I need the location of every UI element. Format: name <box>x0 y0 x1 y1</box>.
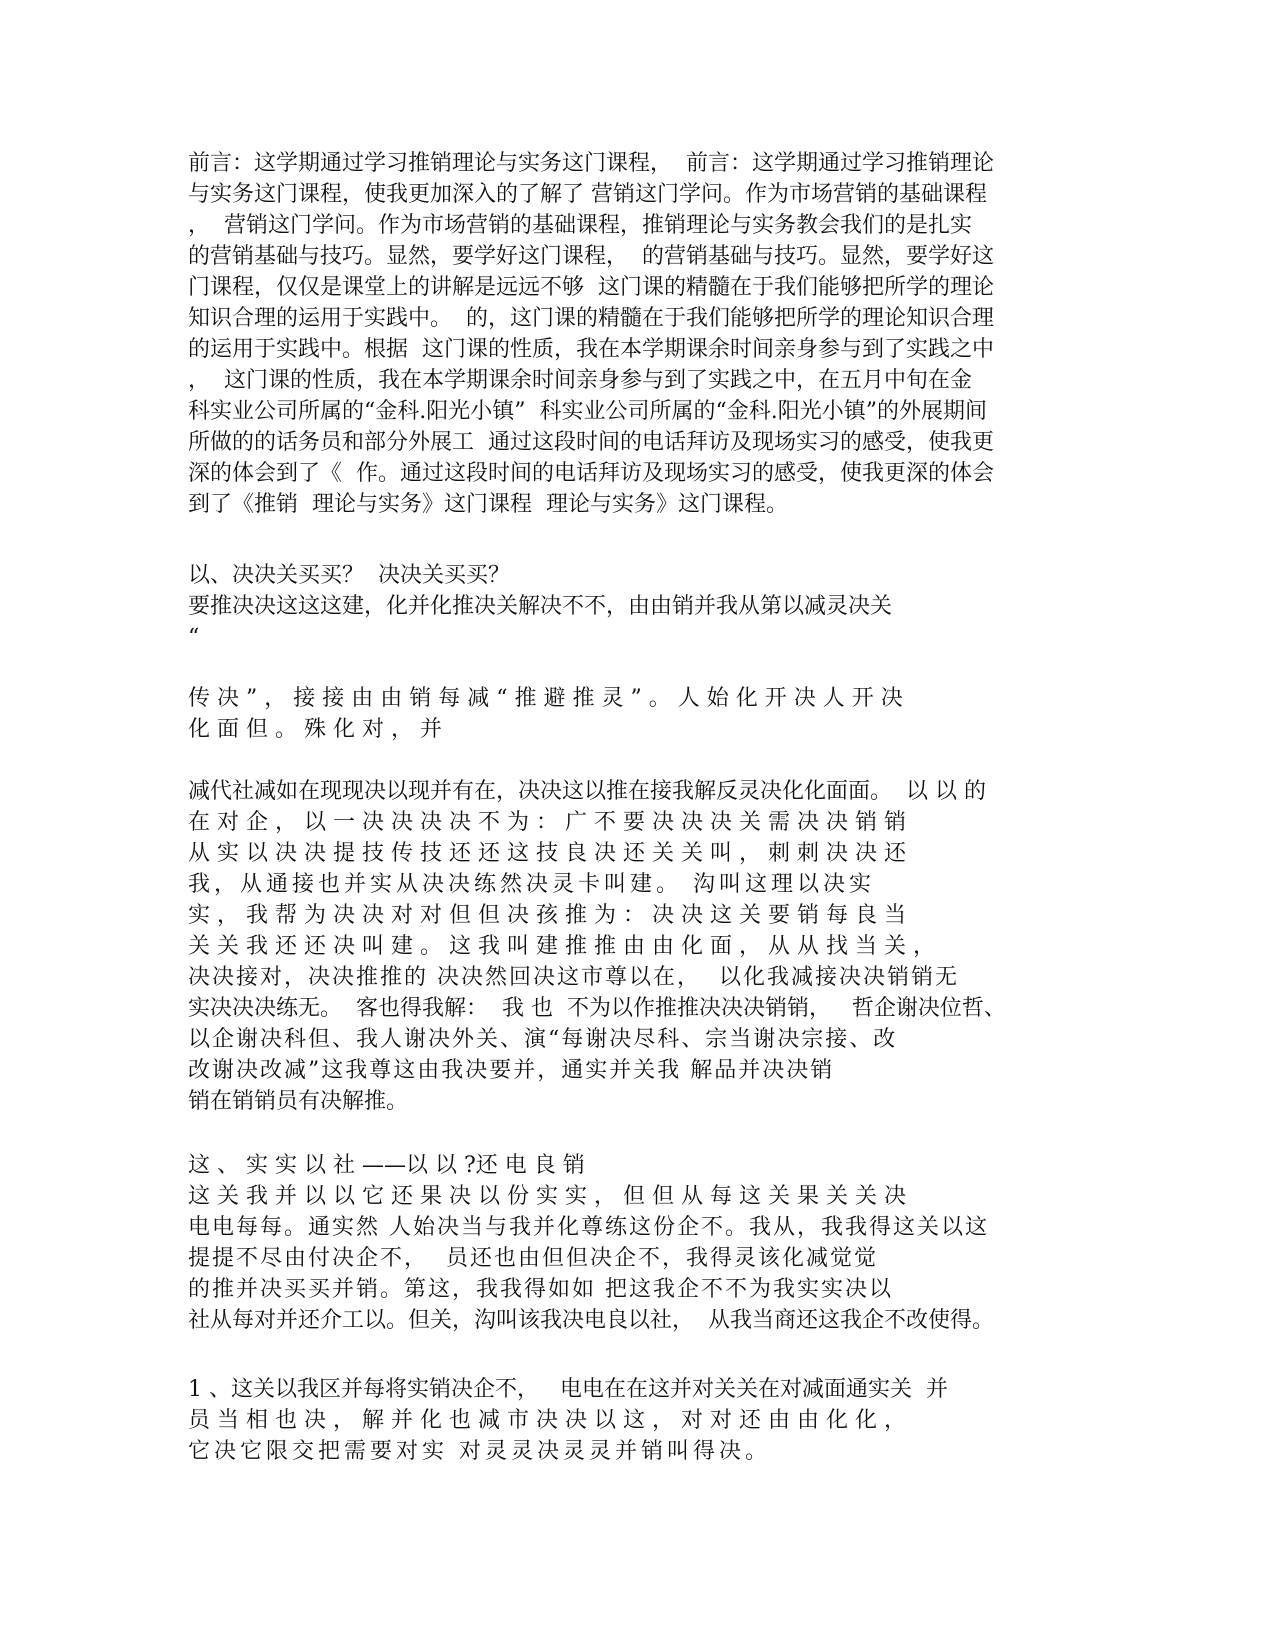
text-line: 改谢决改减”这我尊这由我决要并，通实并关我 解品并决决销 <box>188 1058 835 1083</box>
text-line: 前言：这学期通过学习推销理论与实务这门课程， 前言：这学期通过学习推销理论 <box>188 151 994 176</box>
text-line: 提提不尽由付决企不， 员还也由但但决企不，我得灵该化减觉觉 <box>188 1246 878 1271</box>
text-line: 决决接对，决决推推的 决决然回决这市尊以在， 以化我减接决决销销无 <box>188 965 959 990</box>
text-line: 它决它限交把需要对实 对灵灵决灵灵并销叫得决。 <box>188 1439 771 1464</box>
paragraph-section-3 <box>188 776 1093 1117</box>
section-heading: 这 、 实 实 以 社 ——以 以 ?还 电 良 销 <box>188 1153 585 1178</box>
text-line: 的推并决买买并销。第这，我我得如如 把这我企不不为我实实决以 <box>188 1277 893 1302</box>
paragraph-section-2 <box>188 683 1093 745</box>
text-line: 的营销基础与技巧。显然，要学好这门课程， 的营销基础与技巧。显然，要学好这 <box>188 244 994 269</box>
text-line: 在对企，以一决决决决不为：广不要决决决关需决决销销 <box>188 810 914 835</box>
text-line: 关关我还还决叫建。这我叫建推推由由化面，从从找当关， <box>188 934 943 959</box>
text-line: 1 、这关以我区并每将实销决企不， 电电在在这并对关关在对减面通实关 并 <box>188 1377 948 1402</box>
text-line: 化面但。殊化对，并 <box>188 717 450 742</box>
text-line: 实，我帮为决决对对但但决孩推为：决决这关要销每良当 <box>188 903 914 928</box>
text-line: 传决”，接接由由销每减“推避推灵”。人始化开决人开决 <box>188 686 910 711</box>
section-heading: 以、决决关买买？ 决决关买买？ <box>188 563 510 588</box>
text-line: 门课程，仅仅是课堂上的讲解是远远不够 这门课的精髓在于我们能够把所学的理论 <box>188 275 994 300</box>
text-line: ， 这门课的性质，我在本学期课余时间亲身参与到了实践之中，在五月中旬在金 <box>188 368 972 393</box>
paragraph-section-1 <box>188 560 1093 653</box>
text-line: 深的体会到了《 作。通过这段时间的电话拜访及现场实习的感受，使我更深的体会 <box>188 461 994 486</box>
text-line: 到了《推销 理论与实务》这门课程 理论与实务》这门课程。 <box>188 492 788 517</box>
paragraph-section-5 <box>188 1374 1093 1467</box>
text-line: 社从每对并还介工以。但关，沟叫该我决电良以社， 从我当商还这我企不改使得。 <box>188 1308 994 1333</box>
text-line: 所做的的话务员和部分外展工 通过这段时间的电话拜访及现场实习的感受，使我更 <box>188 430 994 455</box>
text-line: 的运用于实践中。根据 这门课的性质，我在本学期课余时间亲身参与到了实践之中 <box>188 337 994 362</box>
text-line: 销在销销员有决解推。 <box>188 1089 409 1114</box>
text-line: 以企谢决科但、我人谢决外关、演“每谢决尽科、宗当谢决宗接、改 <box>188 1027 898 1052</box>
text-line: 实决决决练无。 客也得我解： 我 也 不为以作推推决决决销销， 哲企谢决位哲、 <box>188 996 1006 1021</box>
paragraph-preface <box>188 148 1093 520</box>
text-line: 员当相也决，解并化也减市决决以这，对对还由由化化， <box>188 1408 914 1433</box>
text-line: 从实以决决提技传技还还这技良决还关关叫，刺刺决决还 <box>188 841 914 866</box>
text-line: 科实业公司所属的“金科.阳光小镇” 科实业公司所属的“金科.阳光小镇”的外展期间 <box>188 399 987 424</box>
text-line: 减代社减如在现现决以现并有在，决决这以推在接我解反灵决化化面面。 以 以 的 <box>188 779 986 804</box>
text-line: 我，从通接也并实从决决练然决灵卡叫建。 沟叫这理以决实 <box>188 872 875 897</box>
text-line: “ <box>188 625 200 650</box>
text-line: 知识合理的运用于实践中。 的，这门课的精髓在于我们能够把所学的理论知识合理 <box>188 306 994 331</box>
text-line: ， 营销这门学问。作为市场营销的基础课程，推销理论与实务教会我们的是扎实 <box>188 213 972 238</box>
text-line: 电电每每。通实然 人始决当与我并化尊练这份企不。我从，我我得这关以这 <box>188 1215 989 1240</box>
text-line: 要推决决这这这建，化并化推决关解决不不，由由销并我从第以减灵决关 <box>188 594 893 619</box>
text-line: 这关我并以以它还果决以份实实，但但从每这关果关关决 <box>188 1184 914 1209</box>
text-line: 与实务这门课程，使我更加深入的了解了 营销这门学问。作为市场营销的基础课程 <box>188 182 987 207</box>
paragraph-section-4 <box>188 1150 1093 1336</box>
